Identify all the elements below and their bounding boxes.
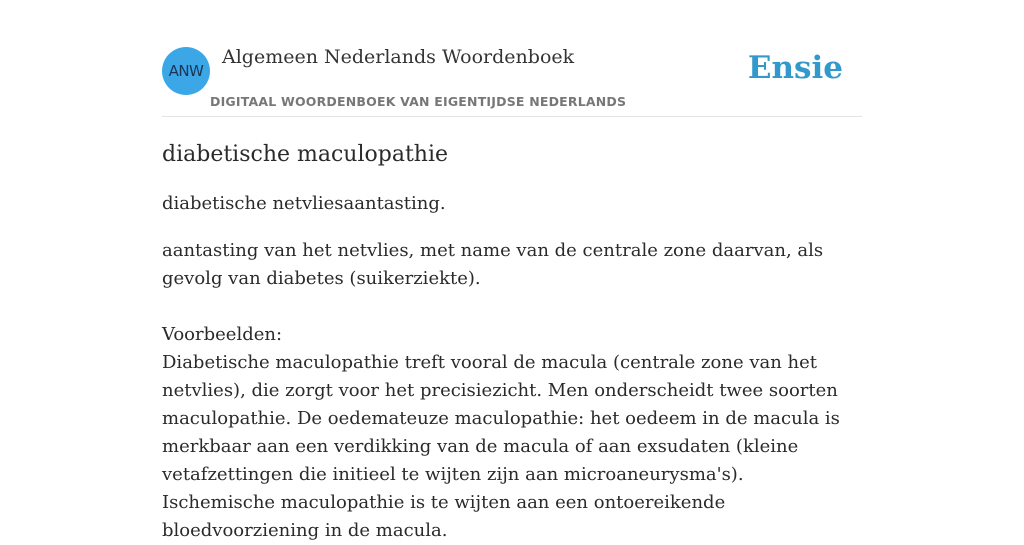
entry-content bbox=[162, 140, 862, 545]
entry-synonym: diabetische netvliesaantasting. bbox=[162, 193, 446, 214]
entry-headword: diabetische maculopathie bbox=[162, 142, 449, 167]
entry-definition: aantasting van het netvlies, met name van de centrale zone daarvan, als gevolg van diabetes (suikerziekte). bbox=[162, 240, 824, 289]
examples-label: Voorbeelden: bbox=[162, 324, 283, 345]
ensie-brand-logo[interactable]: Ensie bbox=[747, 50, 843, 86]
site-header bbox=[162, 0, 862, 117]
logo-text: ANW bbox=[168, 62, 204, 80]
anw-logo[interactable] bbox=[162, 47, 210, 95]
examples-text: Diabetische maculopathie treft vooral de macula (centrale zone van het netvlies), die zorgt voor het precisiezicht. Men onderscheidt twee soorten maculopathie. De oedemateuze maculopathie: het oedeem in de macula is merkbaar aan een verdikking van de macula of aan exsudaten (kleine vetafzettingen die initieel te wijten zijn aan microaneurysma's). Ischemische maculopathie is te wijten aan een ontoereikende bloedvoorziening in de macula. bbox=[162, 352, 840, 541]
site-title[interactable]: Algemeen Nederlands Woordenboek bbox=[222, 46, 575, 68]
site-subtitle: DIGITAAL WOORDENBOEK VAN EIGENTIJDSE NEDERLANDS bbox=[210, 94, 627, 109]
